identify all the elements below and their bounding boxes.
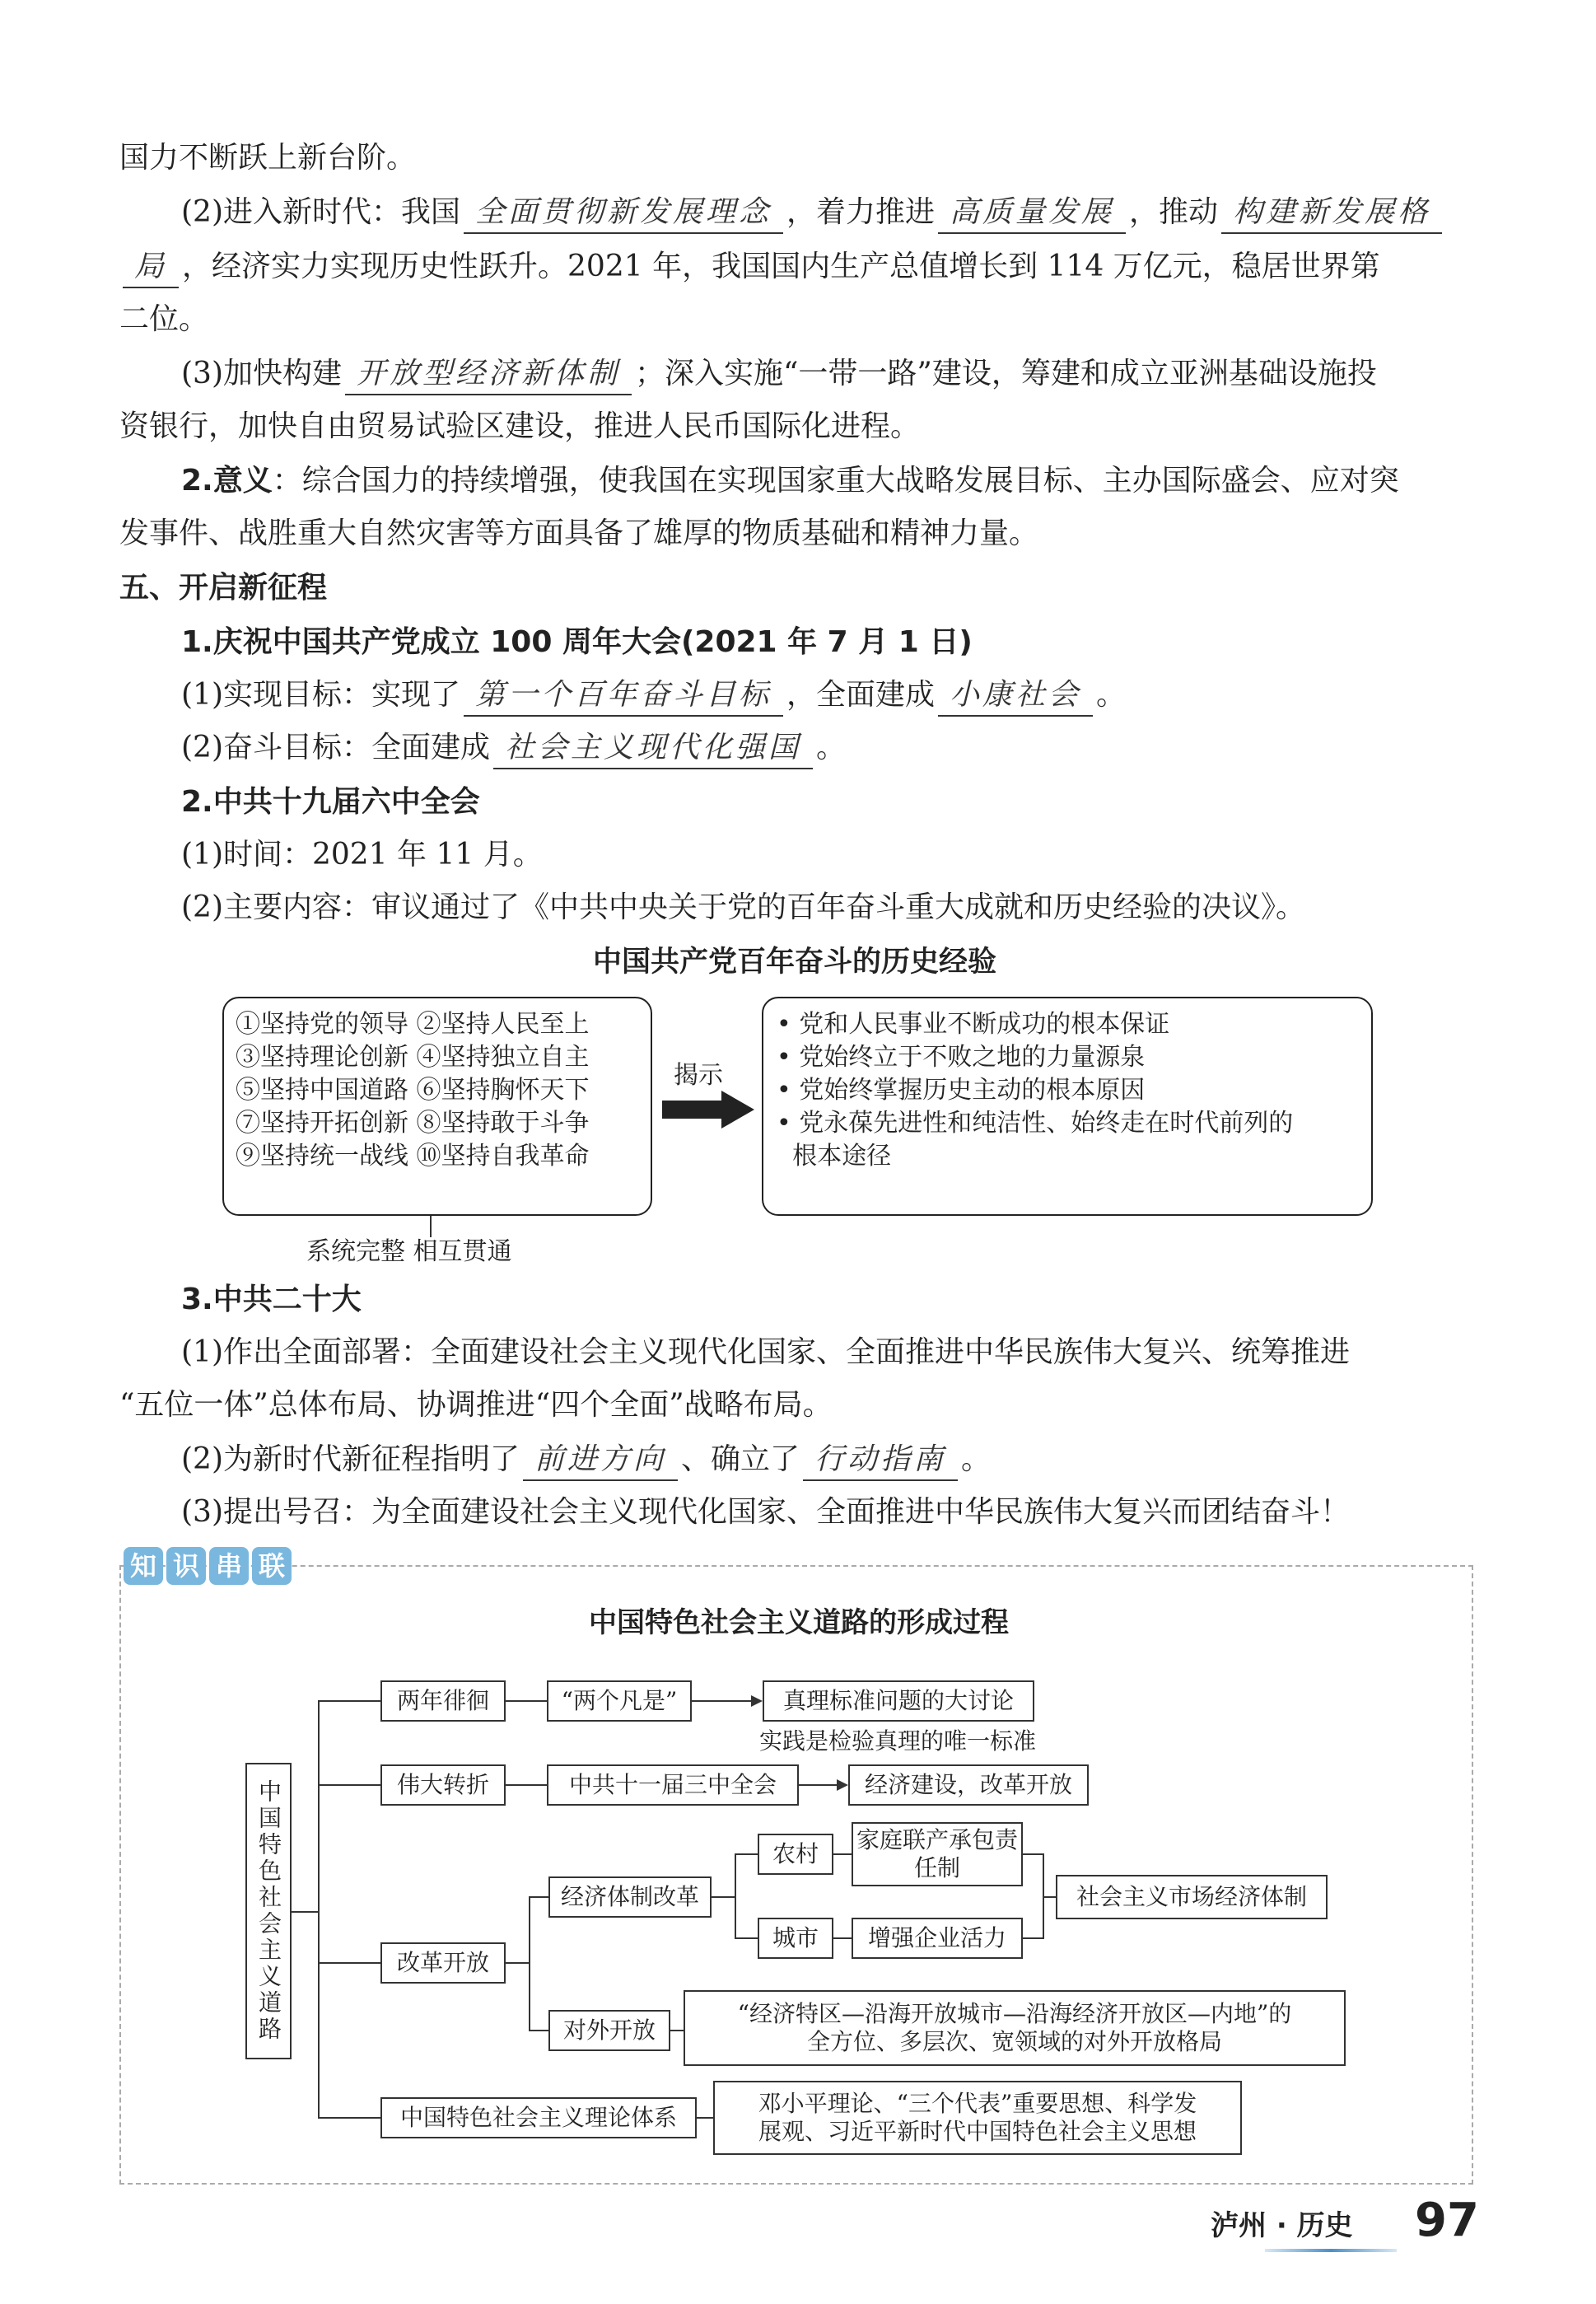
root-node: 中国特色社会主义道路: [245, 1763, 292, 2059]
answer-blank: 开放型经济新体制: [345, 354, 632, 395]
node: 真理标准问题的大讨论: [763, 1680, 1034, 1722]
experience-row: ⑦坚持开拓创新 ⑧坚持敢于斗争: [236, 1109, 590, 1138]
right-arrow-icon: [659, 1089, 758, 1130]
figure-caption: 系统完整 相互贯通: [306, 1237, 512, 1266]
significance-item: 根本途径: [777, 1142, 892, 1171]
answer-blank: 全面贯彻新发展理念: [464, 193, 783, 234]
figure-title: 中国共产党百年奋斗的历史经验: [592, 946, 996, 979]
connector: [1043, 1896, 1056, 1898]
text-line: (3)加快构建 开放型经济新体制 ；深入实施“一带一路”建设，筹建和成立亚洲基础设施投: [181, 354, 1377, 395]
connector: [735, 1937, 758, 1939]
node: 经济建设，改革开放: [848, 1764, 1089, 1806]
text-line: (2)奋斗目标：全面建成 社会主义现代化强国 。: [181, 728, 846, 769]
node-line: 全方位、多层次、宽领域的对外开放格局: [806, 2028, 1222, 2055]
right-arrow-icon: [692, 1692, 763, 1710]
significance-box: [762, 997, 1373, 1216]
node: 中国特色社会主义理论体系: [380, 2097, 697, 2138]
node: 两年徘徊: [380, 1680, 506, 1722]
node: “两个凡是”: [547, 1680, 692, 1722]
answer-blank: 局: [123, 247, 179, 288]
node: 经济体制改革: [548, 1876, 712, 1918]
connector: [1023, 1937, 1044, 1939]
badge-char: 串: [209, 1547, 249, 1585]
connector: [318, 1700, 320, 2119]
connector: [506, 1962, 530, 1964]
answer-blank: 高质量发展: [938, 193, 1126, 234]
sub-heading: 2.中共十九届六中全会: [181, 785, 480, 819]
connector: [506, 1700, 547, 1702]
node-line: 展观、习近平新时代中国特色社会主义思想: [758, 2118, 1197, 2145]
connector: [670, 2030, 684, 2031]
text-line: (1)实现目标：实现了 第一个百年奋斗目标 ，全面建成 小康社会 。: [181, 675, 1126, 717]
experience-row: ①坚持党的领导 ②坚持人民至上: [236, 1010, 590, 1039]
answer-blank: 前进方向: [523, 1440, 678, 1481]
text-line: “五位一体”总体布局、协调推进“四个全面”战略布局。: [119, 1388, 833, 1422]
badge-char: 知: [124, 1547, 163, 1585]
connector: [506, 1784, 547, 1786]
node: 增强企业活力: [852, 1918, 1023, 1959]
node: 农村: [758, 1834, 833, 1875]
text-line: 发事件、战胜重大自然灾害等方面具备了雄厚的物质基础和精神力量。: [119, 516, 1039, 550]
node: 社会主义市场经济体制: [1056, 1875, 1328, 1919]
node: 改革开放: [380, 1942, 506, 1984]
significance-item: • 党和人民事业不断成功的根本保证: [777, 1010, 1170, 1039]
significance-item: • 党始终掌握历史主动的根本原因: [777, 1076, 1146, 1105]
arrow-label: 揭示: [674, 1061, 723, 1090]
connector: [712, 1896, 736, 1898]
section-heading: 五、开启新征程: [119, 571, 328, 605]
badge-char: 识: [166, 1547, 206, 1585]
connector: [318, 1784, 380, 1786]
footer-underline: [1265, 2249, 1397, 2252]
experience-list-box: [222, 997, 652, 1216]
connector: [697, 2117, 713, 2119]
node: 家庭联产承包责任制: [852, 1822, 1023, 1886]
answer-blank: 行动指南: [803, 1440, 958, 1481]
connector: [833, 1853, 852, 1855]
node: 中共十一届三中全会: [547, 1764, 799, 1806]
experience-row: ⑤坚持中国道路 ⑥坚持胸怀天下: [236, 1076, 590, 1105]
right-arrow-icon: [799, 1776, 848, 1794]
answer-blank: 社会主义现代化强国: [493, 728, 813, 769]
text-line: (3)提出号召：为全面建设社会主义现代化国家、全面推进中华民族伟大复兴而团结奋斗！: [181, 1495, 1350, 1529]
significance-item: • 党永葆先进性和纯洁性、始终走在时代前列的: [777, 1109, 1294, 1138]
connector: [318, 1700, 380, 1702]
node-note: 实践是检验真理的唯一标准: [759, 1727, 1037, 1755]
answer-blank: 构建新发展格: [1221, 193, 1442, 234]
connector: [318, 2117, 380, 2119]
connector: [318, 1962, 380, 1964]
page-number: 97: [1415, 2194, 1479, 2247]
knowledge-link-badge: [124, 1547, 292, 1585]
significance-item: • 党始终立于不败之地的力量源泉: [777, 1043, 1146, 1072]
connector: [529, 1896, 548, 1898]
text-line: 国力不断跃上新台阶。: [119, 141, 417, 175]
text-line: 2.意义：综合国力的持续增强，使我国在实现国家重大战略发展目标、主办国际盛会、应对突: [181, 464, 1399, 498]
text-line: 资银行，加快自由贸易试验区建设，推进人民币国际化进程。: [119, 409, 921, 443]
connector: [529, 1896, 530, 2031]
figure-title: 中国特色社会主义道路的形成过程: [589, 1606, 1009, 1639]
node-line: 邓小平理论、“三个代表”重要思想、科学发: [758, 2090, 1197, 2117]
node: [713, 2081, 1242, 2155]
node: [684, 1990, 1346, 2066]
answer-blank: 小康社会: [938, 675, 1093, 717]
sub-heading: 1.庆祝中国共产党成立 100 周年大会(2021 年 7 月 1 日): [181, 625, 973, 659]
text-line: (2)为新时代新征程指明了 前进方向 、确立了 行动指南 。: [181, 1440, 991, 1481]
text-line: (2)进入新时代：我国 全面贯彻新发展理念 ，着力推进 高质量发展 ，推动 构建新发展格: [181, 193, 1445, 234]
footer-label: 泸州 · 历史: [1211, 2209, 1353, 2242]
badge-char: 联: [252, 1547, 292, 1585]
experience-row: ③坚持理论创新 ④坚持独立自主: [236, 1043, 590, 1072]
text-line: (1)时间：2021 年 11 月。: [181, 838, 543, 872]
text-line: 二位。: [119, 302, 209, 336]
node: 城市: [758, 1918, 833, 1959]
node-line: “经济特区—沿海开放城市—沿海经济开放区—内地”的: [737, 2000, 1292, 2027]
connector: [430, 1216, 432, 1237]
connector: [529, 2030, 548, 2031]
node: 伟大转折: [380, 1764, 506, 1806]
experience-row: ⑨坚持统一战线 ⑩坚持自我革命: [236, 1142, 590, 1171]
text-line: (1)作出全面部署：全面建设社会主义现代化国家、全面推进中华民族伟大复兴、统筹推进: [181, 1335, 1350, 1369]
connector: [1023, 1853, 1044, 1855]
answer-blank: 第一个百年奋斗目标: [464, 675, 783, 717]
node: 对外开放: [548, 2010, 670, 2051]
connector: [292, 1911, 320, 1913]
text-line: 局 ，经济实力实现历史性跃升。2021 年，我国国内生产总值增长到 114 万亿元，稳居世界第: [119, 247, 1380, 288]
text-line: (2)主要内容：审议通过了《中共中央关于党的百年奋斗重大成就和历史经验的决议》。: [181, 890, 1305, 924]
connector: [735, 1853, 758, 1855]
connector: [735, 1853, 736, 1939]
sub-heading: 3.中共二十大: [181, 1283, 362, 1316]
connector: [833, 1937, 852, 1939]
